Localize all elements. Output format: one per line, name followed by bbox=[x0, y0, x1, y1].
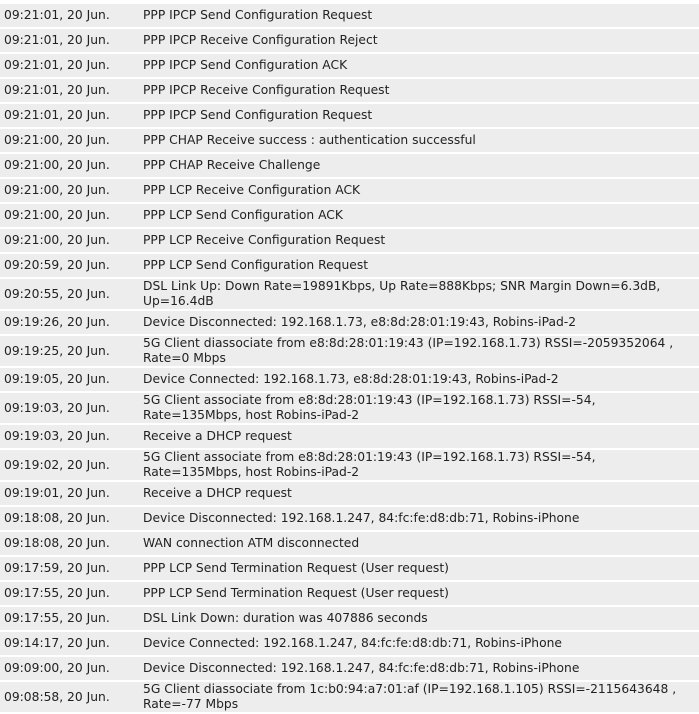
log-time: 09:21:01, 20 Jun. bbox=[0, 54, 139, 77]
log-time: 09:18:08, 20 Jun. bbox=[0, 507, 139, 530]
log-row bbox=[0, 179, 699, 202]
log-time: 09:21:00, 20 Jun. bbox=[0, 154, 139, 177]
log-message: WAN connection ATM disconnected bbox=[139, 532, 699, 555]
log-row bbox=[0, 368, 699, 391]
log-row bbox=[0, 393, 699, 423]
log-row bbox=[0, 4, 699, 27]
log-message: PPP IPCP Send Configuration ACK bbox=[139, 54, 699, 77]
log-message: Device Disconnected: 192.168.1.73, e8:8d:28:01:19:43, Robins-iPad-2 bbox=[139, 311, 699, 334]
log-row bbox=[0, 254, 699, 277]
log-row bbox=[0, 557, 699, 580]
log-row bbox=[0, 336, 699, 366]
log-time: 09:21:01, 20 Jun. bbox=[0, 29, 139, 52]
log-message: PPP IPCP Send Configuration Request bbox=[139, 104, 699, 127]
log-row bbox=[0, 104, 699, 127]
log-time: 09:21:00, 20 Jun. bbox=[0, 229, 139, 252]
log-time: 09:14:17, 20 Jun. bbox=[0, 632, 139, 655]
log-row bbox=[0, 632, 699, 655]
log-row bbox=[0, 311, 699, 334]
log-message: 5G Client diassociate from 1c:b0:94:a7:01:af (IP=192.168.1.105) RSSI=-2115643648 , Rate=-77 Mbps bbox=[139, 682, 699, 712]
event-log-body bbox=[0, 4, 699, 712]
log-time: 09:19:01, 20 Jun. bbox=[0, 482, 139, 505]
log-time: 09:20:55, 20 Jun. bbox=[0, 279, 139, 309]
log-message: PPP CHAP Receive Challenge bbox=[139, 154, 699, 177]
event-log-table bbox=[0, 2, 699, 714]
log-row bbox=[0, 482, 699, 505]
log-message: DSL Link Down: duration was 407886 seconds bbox=[139, 607, 699, 630]
log-message: 5G Client associate from e8:8d:28:01:19:43 (IP=192.168.1.73) RSSI=-54, Rate=135Mbps, host Robins-iPad-2 bbox=[139, 450, 699, 480]
log-message: PPP LCP Receive Configuration ACK bbox=[139, 179, 699, 202]
log-row bbox=[0, 79, 699, 102]
log-time: 09:09:00, 20 Jun. bbox=[0, 657, 139, 680]
log-message: PPP LCP Send Termination Request (User request) bbox=[139, 582, 699, 605]
log-row bbox=[0, 204, 699, 227]
log-time: 09:19:02, 20 Jun. bbox=[0, 450, 139, 480]
log-message: PPP CHAP Receive success : authentication successful bbox=[139, 129, 699, 152]
log-time: 09:17:55, 20 Jun. bbox=[0, 582, 139, 605]
log-time: 09:21:01, 20 Jun. bbox=[0, 104, 139, 127]
log-row bbox=[0, 657, 699, 680]
log-message: PPP LCP Send Termination Request (User request) bbox=[139, 557, 699, 580]
log-time: 09:08:58, 20 Jun. bbox=[0, 682, 139, 712]
log-time: 09:19:05, 20 Jun. bbox=[0, 368, 139, 391]
log-message: 5G Client diassociate from e8:8d:28:01:19:43 (IP=192.168.1.73) RSSI=-2059352064 , Rate=0 Mbps bbox=[139, 336, 699, 366]
log-time: 09:21:00, 20 Jun. bbox=[0, 204, 139, 227]
log-time: 09:21:01, 20 Jun. bbox=[0, 4, 139, 27]
log-time: 09:17:55, 20 Jun. bbox=[0, 607, 139, 630]
log-time: 09:21:01, 20 Jun. bbox=[0, 79, 139, 102]
log-row bbox=[0, 154, 699, 177]
log-message: PPP LCP Send Configuration Request bbox=[139, 254, 699, 277]
log-time: 09:21:00, 20 Jun. bbox=[0, 129, 139, 152]
log-time: 09:19:03, 20 Jun. bbox=[0, 393, 139, 423]
log-message: PPP LCP Receive Configuration Request bbox=[139, 229, 699, 252]
log-message: PPP LCP Send Configuration ACK bbox=[139, 204, 699, 227]
log-row bbox=[0, 607, 699, 630]
log-time: 09:19:26, 20 Jun. bbox=[0, 311, 139, 334]
log-row bbox=[0, 129, 699, 152]
log-message: Device Disconnected: 192.168.1.247, 84:fc:fe:d8:db:71, Robins-iPhone bbox=[139, 657, 699, 680]
log-row bbox=[0, 229, 699, 252]
log-message: PPP IPCP Receive Configuration Reject bbox=[139, 29, 699, 52]
log-message: Receive a DHCP request bbox=[139, 425, 699, 448]
log-message: DSL Link Up: Down Rate=19891Kbps, Up Rate=888Kbps; SNR Margin Down=6.3dB, Up=16.4dB bbox=[139, 279, 699, 309]
log-row bbox=[0, 532, 699, 555]
log-message: Device Disconnected: 192.168.1.247, 84:fc:fe:d8:db:71, Robins-iPhone bbox=[139, 507, 699, 530]
log-time: 09:18:08, 20 Jun. bbox=[0, 532, 139, 555]
log-message: Device Connected: 192.168.1.73, e8:8d:28:01:19:43, Robins-iPad-2 bbox=[139, 368, 699, 391]
log-time: 09:19:03, 20 Jun. bbox=[0, 425, 139, 448]
log-row bbox=[0, 582, 699, 605]
log-time: 09:17:59, 20 Jun. bbox=[0, 557, 139, 580]
log-row bbox=[0, 425, 699, 448]
log-message: PPP IPCP Send Configuration Request bbox=[139, 4, 699, 27]
log-row bbox=[0, 507, 699, 530]
log-row bbox=[0, 279, 699, 309]
log-row bbox=[0, 54, 699, 77]
log-message: Device Connected: 192.168.1.247, 84:fc:fe:d8:db:71, Robins-iPhone bbox=[139, 632, 699, 655]
log-row bbox=[0, 29, 699, 52]
log-message: PPP IPCP Receive Configuration Request bbox=[139, 79, 699, 102]
log-message: Receive a DHCP request bbox=[139, 482, 699, 505]
log-row bbox=[0, 450, 699, 480]
log-message: 5G Client associate from e8:8d:28:01:19:43 (IP=192.168.1.73) RSSI=-54, Rate=135Mbps, host Robins-iPad-2 bbox=[139, 393, 699, 423]
log-time: 09:21:00, 20 Jun. bbox=[0, 179, 139, 202]
log-time: 09:20:59, 20 Jun. bbox=[0, 254, 139, 277]
log-time: 09:19:25, 20 Jun. bbox=[0, 336, 139, 366]
